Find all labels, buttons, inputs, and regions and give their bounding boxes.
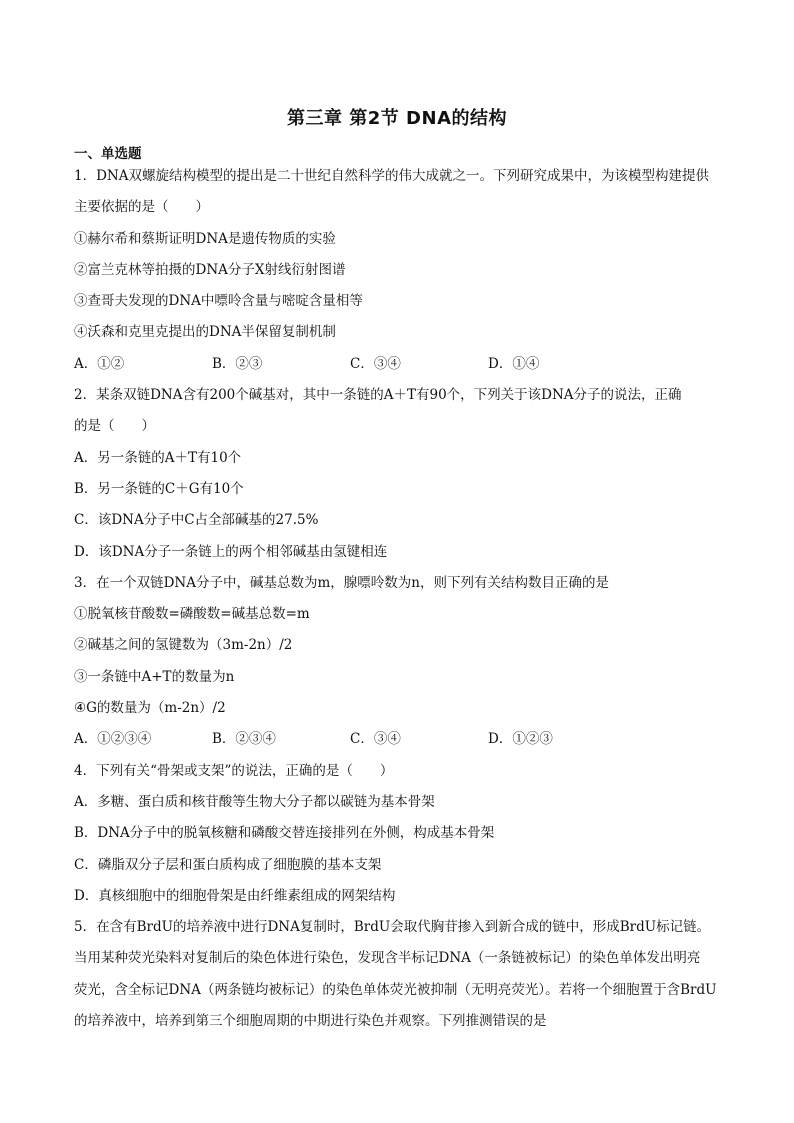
question-list bbox=[74, 161, 724, 1037]
q3-item: ①脱氧核苷酸数=磷酸数=碱基总数=m bbox=[74, 606, 310, 623]
q2-option-c: C．该DNA分子中C占全部碱基的27.5% bbox=[74, 512, 319, 529]
q5-stem-line: 5．在含有BrdU的培养液中进行DNA复制时，BrdU会取代胸苷掺入到新合成的链中，形成BrdU标记链。 bbox=[74, 919, 711, 936]
q2-option-a: A．另一条链的A＋T有10个 bbox=[74, 449, 242, 466]
section-heading: 一、单选题 bbox=[74, 146, 142, 162]
q1-option-a: A．①② bbox=[74, 355, 125, 372]
q2-stem-line: 的是（ ） bbox=[74, 418, 155, 435]
q2-option-b: B．另一条链的C＋G有10个 bbox=[74, 480, 244, 497]
q5-stem-line: 当用某种荧光染料对复制后的染色体进行染色，发现含半标记DNA（一条链被标记）的染色单体发出明亮 bbox=[74, 950, 701, 967]
q3-item: ③一条链中A+T的数量为n bbox=[74, 668, 235, 685]
q4-option-c: C．磷脂双分子层和蛋白质构成了细胞膜的基本支架 bbox=[74, 856, 382, 873]
q3-item: ④G的数量为（m-2n）/2 bbox=[74, 700, 226, 717]
q5-stem-line: 的培养液中，培养到第三个细胞周期的中期进行染色并观察。下列推测错误的是 bbox=[74, 1013, 547, 1030]
q1-option-c: C．③④ bbox=[350, 355, 401, 372]
q1-options bbox=[74, 349, 724, 380]
q1-stem-line: 主要依据的是（ ） bbox=[74, 199, 209, 216]
q3-option-a: A．①②③④ bbox=[74, 731, 152, 748]
q5-stem-line: 荧光，含全标记DNA（两条链均被标记）的染色单体荧光被抑制（无明亮荧光）。若将一个细胞置于含BrdU bbox=[74, 981, 717, 998]
q3-option-b: B．②③④ bbox=[212, 731, 276, 748]
q1-stem-line: 1．DNA双螺旋结构模型的提出是二十世纪自然科学的伟大成就之一。下列研究成果中，为该模型构建提供 bbox=[74, 168, 709, 184]
q1-item: ④沃森和克里克提出的DNA半保留复制机制 bbox=[74, 324, 336, 341]
q3-options bbox=[74, 724, 724, 755]
q1-item: ②富兰克林等拍摄的DNA分子X射线衍射图谱 bbox=[74, 261, 346, 278]
q3-option-c: C．③④ bbox=[350, 731, 401, 748]
q4-option-a: A．多糖、蛋白质和核苷酸等生物大分子都以碳链为基本骨架 bbox=[74, 793, 435, 810]
page-title: 第三章 第2节 DNA的结构 bbox=[287, 108, 507, 129]
q3-item: ②碱基之间的氢键数为（3m-2n）/2 bbox=[74, 637, 293, 654]
q1-item: ①赫尔希和蔡斯证明DNA是遗传物质的实验 bbox=[74, 230, 336, 247]
q3-option-d: D．①②③ bbox=[488, 731, 553, 748]
q4-stem-line: 4．下列有关“骨架或支架”的说法，正确的是（ ） bbox=[74, 762, 394, 779]
q2-stem-line: 2．某条双链DNA含有200个碱基对，其中一条链的A＋T有90个，下列关于该DNA分子的说法，正确 bbox=[74, 387, 682, 404]
q4-option-b: B．DNA分子中的脱氧核糖和磷酸交替连接排列在外侧，构成基本骨架 bbox=[74, 825, 495, 842]
q1-option-b: B．②③ bbox=[212, 355, 263, 372]
q3-stem-line: 3．在一个双链DNA分子中，碱基总数为m，腺嘌呤数为n，则下列有关结构数目正确的是 bbox=[74, 574, 609, 591]
q4-option-d: D．真核细胞中的细胞骨架是由纤维素组成的网架结构 bbox=[74, 887, 396, 904]
q1-item: ③查哥夫发现的DNA中嘌呤含量与嘧啶含量相等 bbox=[74, 293, 363, 310]
q2-option-d: D．该DNA分子一条链上的两个相邻碱基由氢键相连 bbox=[74, 543, 388, 560]
q1-option-d: D．①④ bbox=[488, 355, 540, 372]
